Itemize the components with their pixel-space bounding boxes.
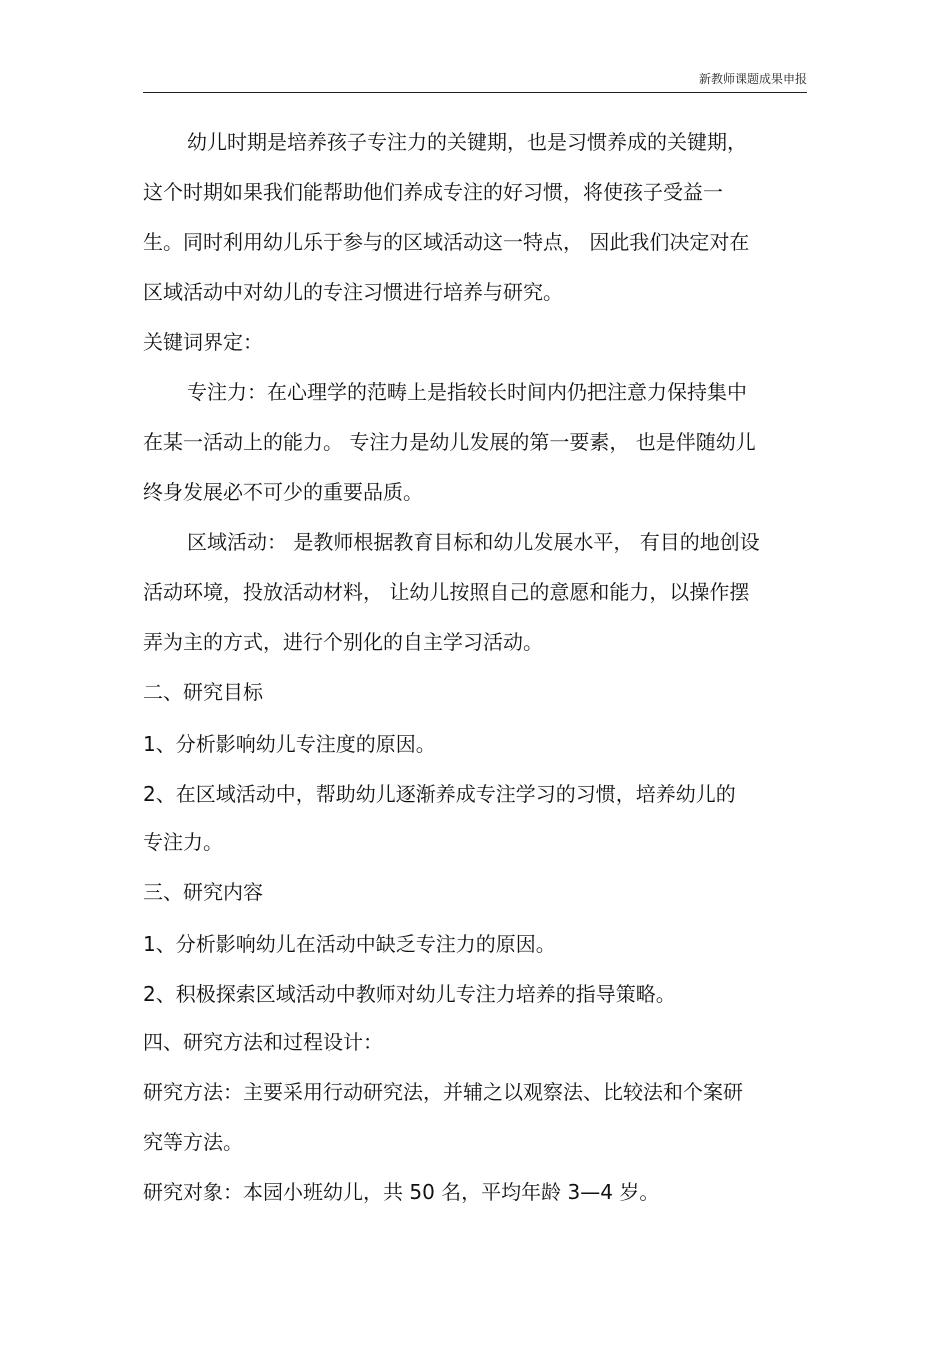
text-line: 研究方法：主要采用行动研究法，并辅之以观察法、比较法和个案研 <box>143 1080 743 1104</box>
section-heading: 四、研究方法和过程设计： <box>143 1030 383 1054</box>
text-line: 幼儿时期是培养孩子专注力的关键期，也是习惯养成的关键期， <box>187 130 747 154</box>
text-line: 专注力。 <box>143 830 223 854</box>
section-heading: 二、研究目标 <box>143 680 263 704</box>
section-heading: 关键词界定： <box>143 330 263 354</box>
text-line: 区域活动中对幼儿的专注习惯进行培养与研究。 <box>143 280 563 304</box>
page-header <box>143 66 807 93</box>
text-line: 专注力：在心理学的范畴上是指较长时间内仍把注意力保持集中 <box>187 380 747 404</box>
text-line: 终身发展必不可少的重要品质。 <box>143 480 423 504</box>
list-item: 1、分析影响幼儿在活动中缺乏专注力的原因。 <box>143 932 556 956</box>
text-line: 区域活动： 是教师根据教育目标和幼儿发展水平， 有目的地创设 <box>187 530 760 554</box>
list-item: 2、在区域活动中，帮助幼儿逐渐养成专注学习的习惯，培养幼儿的 <box>143 782 736 806</box>
header-title: 新教师课题成果申报 <box>698 72 807 86</box>
section-heading: 三、研究内容 <box>143 880 263 904</box>
list-item: 2、积极探索区域活动中教师对幼儿专注力培养的指导策略。 <box>143 982 676 1006</box>
text-line: 活动环境，投放活动材料， 让幼儿按照自己的意愿和能力，以操作摆 <box>143 580 750 604</box>
text-line: 生。同时利用幼儿乐于参与的区域活动这一特点， 因此我们决定对在 <box>143 230 750 254</box>
text-line: 究等方法。 <box>143 1130 243 1154</box>
text-line: 研究对象：本园小班幼儿，共 50 名，平均年龄 3—4 岁。 <box>143 1180 660 1204</box>
text-line: 在某一活动上的能力。 专注力是幼儿发展的第一要素， 也是伴随幼儿 <box>143 430 756 454</box>
text-line: 弄为主的方式，进行个别化的自主学习活动。 <box>143 630 543 654</box>
list-item: 1、分析影响幼儿专注度的原因。 <box>143 732 436 756</box>
text-line: 这个时期如果我们能帮助他们养成专注的好习惯，将使孩子受益一 <box>143 180 723 204</box>
